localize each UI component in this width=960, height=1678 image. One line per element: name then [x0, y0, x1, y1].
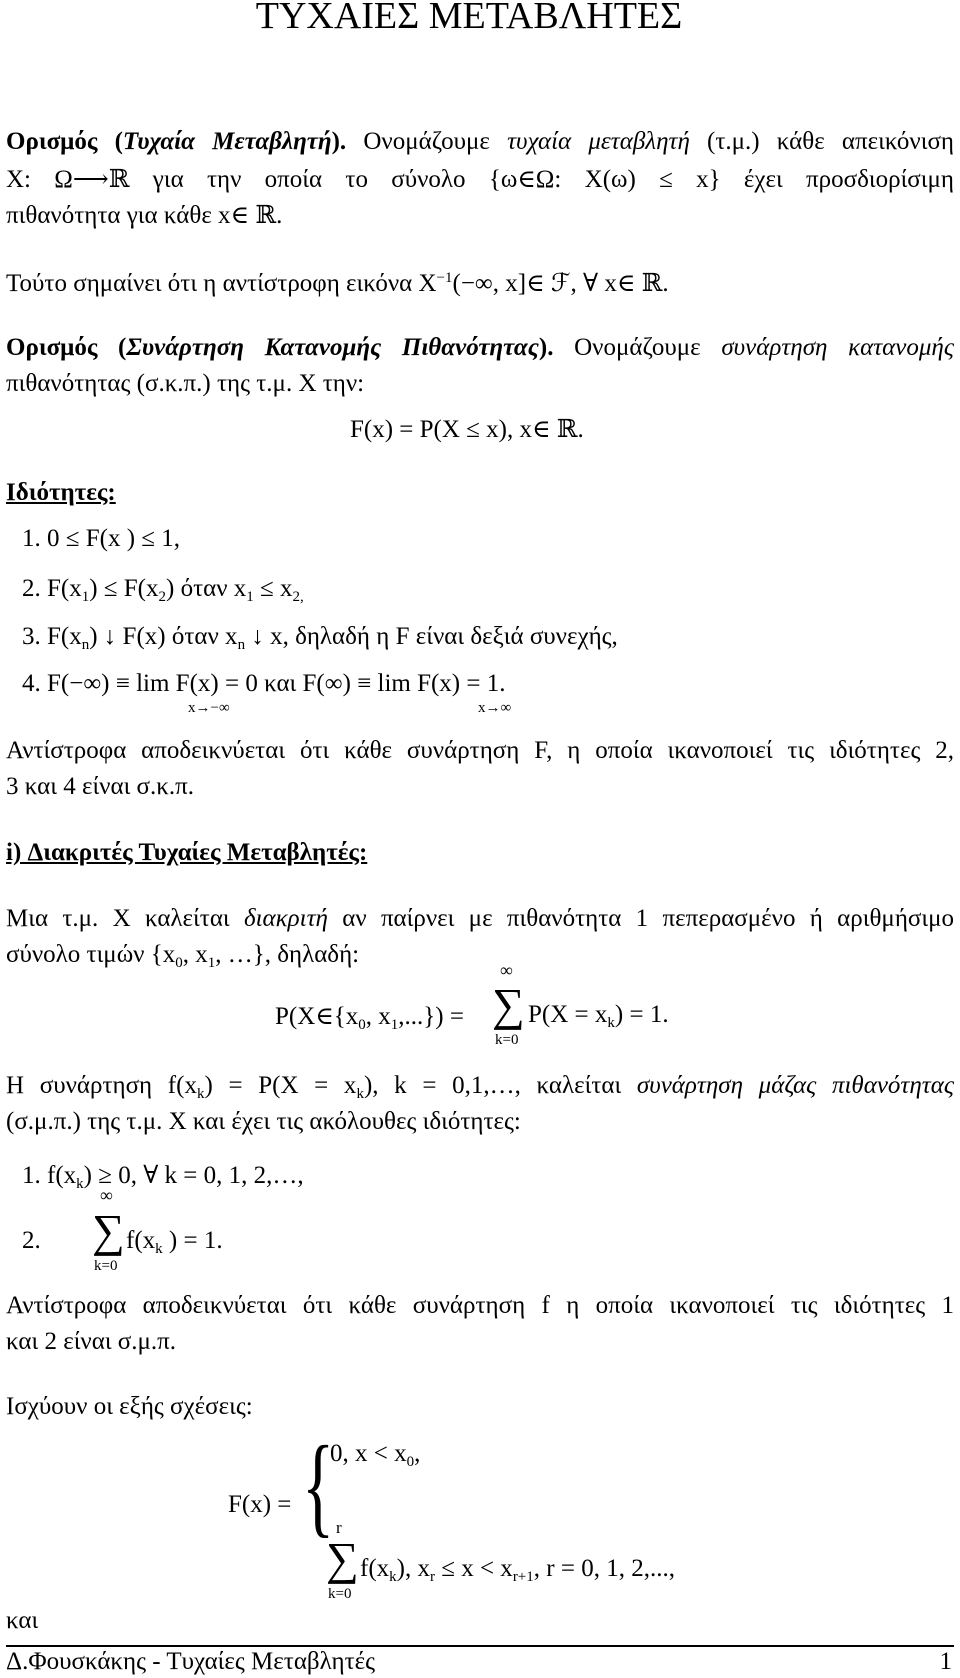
property-3: 3. $F(x_n)$ ↓ F(x) όταν $x_n$ ↓ x, δηλαδή η F είναι δεξιά συνεχής,: [22, 623, 618, 653]
sum-lower-limit: k=0: [495, 1032, 519, 1048]
kai-word: και: [6, 1607, 39, 1634]
pmf-sum-upper-limit: ∞: [100, 1185, 113, 1205]
pmf-property-2: $f(x_k$ ) = 1.: [126, 1227, 223, 1257]
inverse-image-line: Τούτο σημαίνει ότι η αντίστροφη εικόνα $X^{-1}(-\infty$, x]∈ ℱ, ∀ x∈ ℝ.: [6, 270, 669, 297]
property-4: 4. F(−∞) ≡ lim F(x) = 0 και F(∞) ≡ lim F(x) = 1.: [22, 670, 506, 697]
piecewise-brace: {: [302, 1424, 335, 1548]
definition-random-variable: Ορισμός (Τυχαία Μεταβλητή). Ονομάζουμε τυχαία μεταβλητή (τ.μ.) κάθε απεικόνιση: [6, 128, 954, 155]
definition-line-2: X: Ω⟶ℝ για την οποία το σύνολο {ω∈Ω: X(ω) ≤ x} έχει προσδιορίσιμη: [6, 166, 954, 193]
properties-heading: Ιδιότητες:: [6, 479, 116, 506]
limit-subscript-minus-infinity: x→−∞: [188, 700, 230, 716]
summation-sign: ∑: [492, 979, 525, 1030]
cdf-sum-upper-limit: r: [336, 1518, 342, 1537]
pmf-definition-line-2: (σ.μ.π.) της τ.μ. X και έχει τις ακόλουθες ιδιότητες:: [6, 1108, 521, 1135]
property-2: 2. $F(x_1) \le F(x_2)$ όταν $x_1 \le x_{2,}$: [22, 575, 304, 605]
cdf-formula: F(x) = P(X ≤ x), x∈ ℝ.: [350, 416, 584, 443]
converse-cdf-line-1: Αντίστροφα αποδεικνύεται ότι κάθε συνάρτηση F, η οποία ικανοποιεί τις ιδιότητες 2,: [6, 737, 954, 764]
cdf-piecewise-lhs: F(x) =: [228, 1491, 292, 1518]
cdf-case-2: $f(x_k)$, $x_r \le x < x_{r+1}$, r = 0, 1, 2,...,: [360, 1555, 675, 1585]
sum-upper-limit: ∞: [500, 960, 513, 980]
converse-cdf-line-2: 3 και 4 είναι σ.κ.π.: [6, 773, 195, 800]
definition-cdf-line-2: πιθανότητας (σ.κ.π.) της τ.μ. X την:: [6, 370, 365, 397]
discrete-definition-line-2: σύνολο τιμών {$x_0$, $x_1$, …}, δηλαδή:: [6, 941, 360, 971]
support-probability-sum: $P(X = x_k) = 1$.: [528, 1001, 669, 1031]
definition-cdf: Ορισμός (Συνάρτηση Κατανομής Πιθανότητας). Ονομάζουμε συνάρτηση κατανομής: [6, 334, 954, 361]
property-1: 1. 0 ≤ F(x ) ≤ 1,: [22, 525, 180, 552]
definition-line-3: πιθανότητα για κάθε x∈ ℝ.: [6, 202, 283, 229]
support-probability-formula: $P(X\in\{x_0$, $x_1$,...}) =: [275, 1003, 464, 1033]
pmf-property-2-number: 2.: [22, 1227, 41, 1254]
footer-author-title: Δ.Φουσκάκης - Τυχαίες Μεταβλητές: [6, 1648, 376, 1675]
discrete-heading: i) Διακριτές Τυχαίες Μεταβλητές:: [6, 839, 368, 866]
pmf-sum-lower-limit: k=0: [94, 1258, 118, 1274]
converse-pmf-line-1: Αντίστροφα αποδεικνύεται ότι κάθε συνάρτηση f η οποία ικανοποιεί τις ιδιότητες 1: [6, 1292, 954, 1319]
cdf-case-1: 0, $x < x_0$,: [330, 1440, 421, 1470]
pmf-definition-line-1: Η συνάρτηση $f(x_k) = P(X = x_k)$, k = 0,1,…, καλείται συνάρτηση μάζας πιθανότητας: [6, 1072, 954, 1102]
cdf-summation-sign: ∑: [326, 1533, 359, 1584]
footer-rule: [6, 1645, 954, 1647]
cdf-sum-lower-limit: k=0: [328, 1586, 352, 1602]
definition-label: Ορισμός (Τυχαία Μεταβλητή).: [6, 128, 347, 155]
pmf-property-1: 1. $f(x_k) \ge 0$, ∀ k = 0, 1, 2,…,: [22, 1162, 304, 1192]
pmf-summation-sign: ∑: [92, 1205, 125, 1256]
limit-subscript-infinity: x→∞: [478, 700, 512, 716]
converse-pmf-line-2: και 2 είναι σ.μ.π.: [6, 1328, 177, 1355]
relations-heading: Ισχύουν οι εξής σχέσεις:: [6, 1393, 253, 1420]
discrete-definition-line-1: Μια τ.μ. X καλείται διακριτή αν παίρνει με πιθανότητα 1 πεπερασμένο ή αριθμήσιμο: [6, 905, 955, 932]
page-number: 1: [939, 1648, 952, 1675]
page-title: ΤΥΧΑΙΕΣ ΜΕΤΑΒΛΗΤΕΣ: [255, 0, 683, 37]
